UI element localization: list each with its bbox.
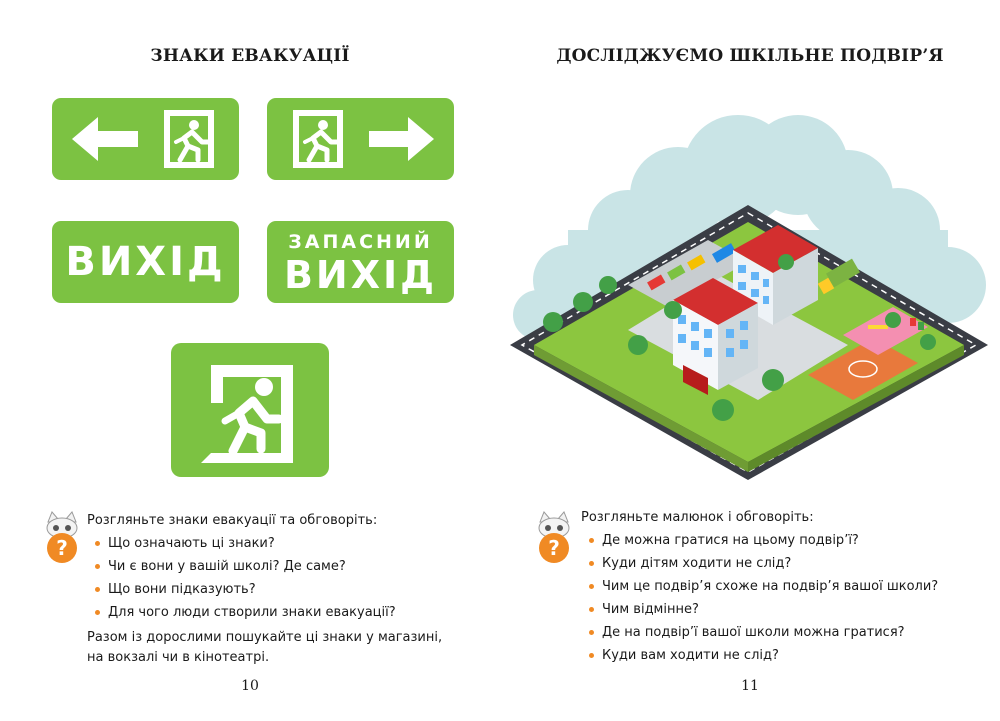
- right-page: [500, 0, 1000, 721]
- list-item: Що означають ці знаки?: [95, 532, 487, 555]
- list-item: Чим це подвір’я схоже на подвір’я вашої школи?: [589, 575, 991, 598]
- exit-sign-right: [267, 98, 454, 180]
- big-exit-sign: [171, 343, 329, 477]
- running-man-icon: [164, 110, 214, 168]
- question-intro: Розгляньте знаки евакуації та обговоріть:: [87, 513, 378, 528]
- page-number: 10: [241, 678, 259, 694]
- owl-question-icon: [42, 510, 82, 566]
- spare-word: ЗАПАСНИЙ: [288, 231, 433, 253]
- svg-text:?: ?: [56, 536, 68, 560]
- list-item: Куди вам ходити не слід?: [589, 644, 991, 667]
- question-intro: Розгляньте малюнок і обговоріть:: [581, 510, 814, 525]
- list-item: Чим відмінне?: [589, 598, 991, 621]
- list-item: Де на подвір’ї вашої школи можна гратися?: [589, 621, 991, 644]
- running-man-icon: [293, 110, 343, 168]
- question-list: [87, 532, 487, 624]
- outro-line-1: Разом із дорослими пошукайте ці знаки у магазині,: [87, 630, 443, 645]
- list-item: Для чого люди створили знаки евакуації?: [95, 601, 487, 624]
- list-item: Де можна гратися на цьому подвір’ї?: [589, 529, 991, 552]
- outro-line-2: на вокзалі чи в кінотеатрі.: [87, 650, 270, 665]
- list-item: Куди дітям ходити не слід?: [589, 552, 991, 575]
- exit-word-sign: [52, 221, 239, 303]
- question-block: [581, 506, 991, 667]
- running-man-icon: [225, 378, 279, 451]
- arrow-left-icon: [52, 98, 239, 180]
- list-item: Чи є вони у вашій школі? Де саме?: [95, 555, 487, 578]
- spare-exit-word: ВИХІД: [283, 253, 438, 297]
- owl-question-icon: [534, 510, 574, 566]
- door-icon: [171, 343, 329, 477]
- question-block: [87, 509, 487, 668]
- page-title: ДОСЛІДЖУЄМО ШКІЛЬНЕ ПОДВІР’Я: [556, 46, 944, 66]
- spare-exit-sign: [267, 221, 454, 303]
- question-list: [581, 529, 991, 667]
- outro-text: [87, 628, 487, 668]
- page-title: ЗНАКИ ЕВАКУАЦІЇ: [150, 46, 350, 66]
- svg-text:?: ?: [548, 536, 560, 560]
- arrow-right-icon: [267, 98, 454, 180]
- page-number: 11: [741, 678, 759, 694]
- exit-sign-left: [52, 98, 239, 180]
- exit-word: ВИХІД: [65, 239, 226, 285]
- school-yard-illustration: [508, 110, 998, 480]
- list-item: Що вони підказують?: [95, 578, 487, 601]
